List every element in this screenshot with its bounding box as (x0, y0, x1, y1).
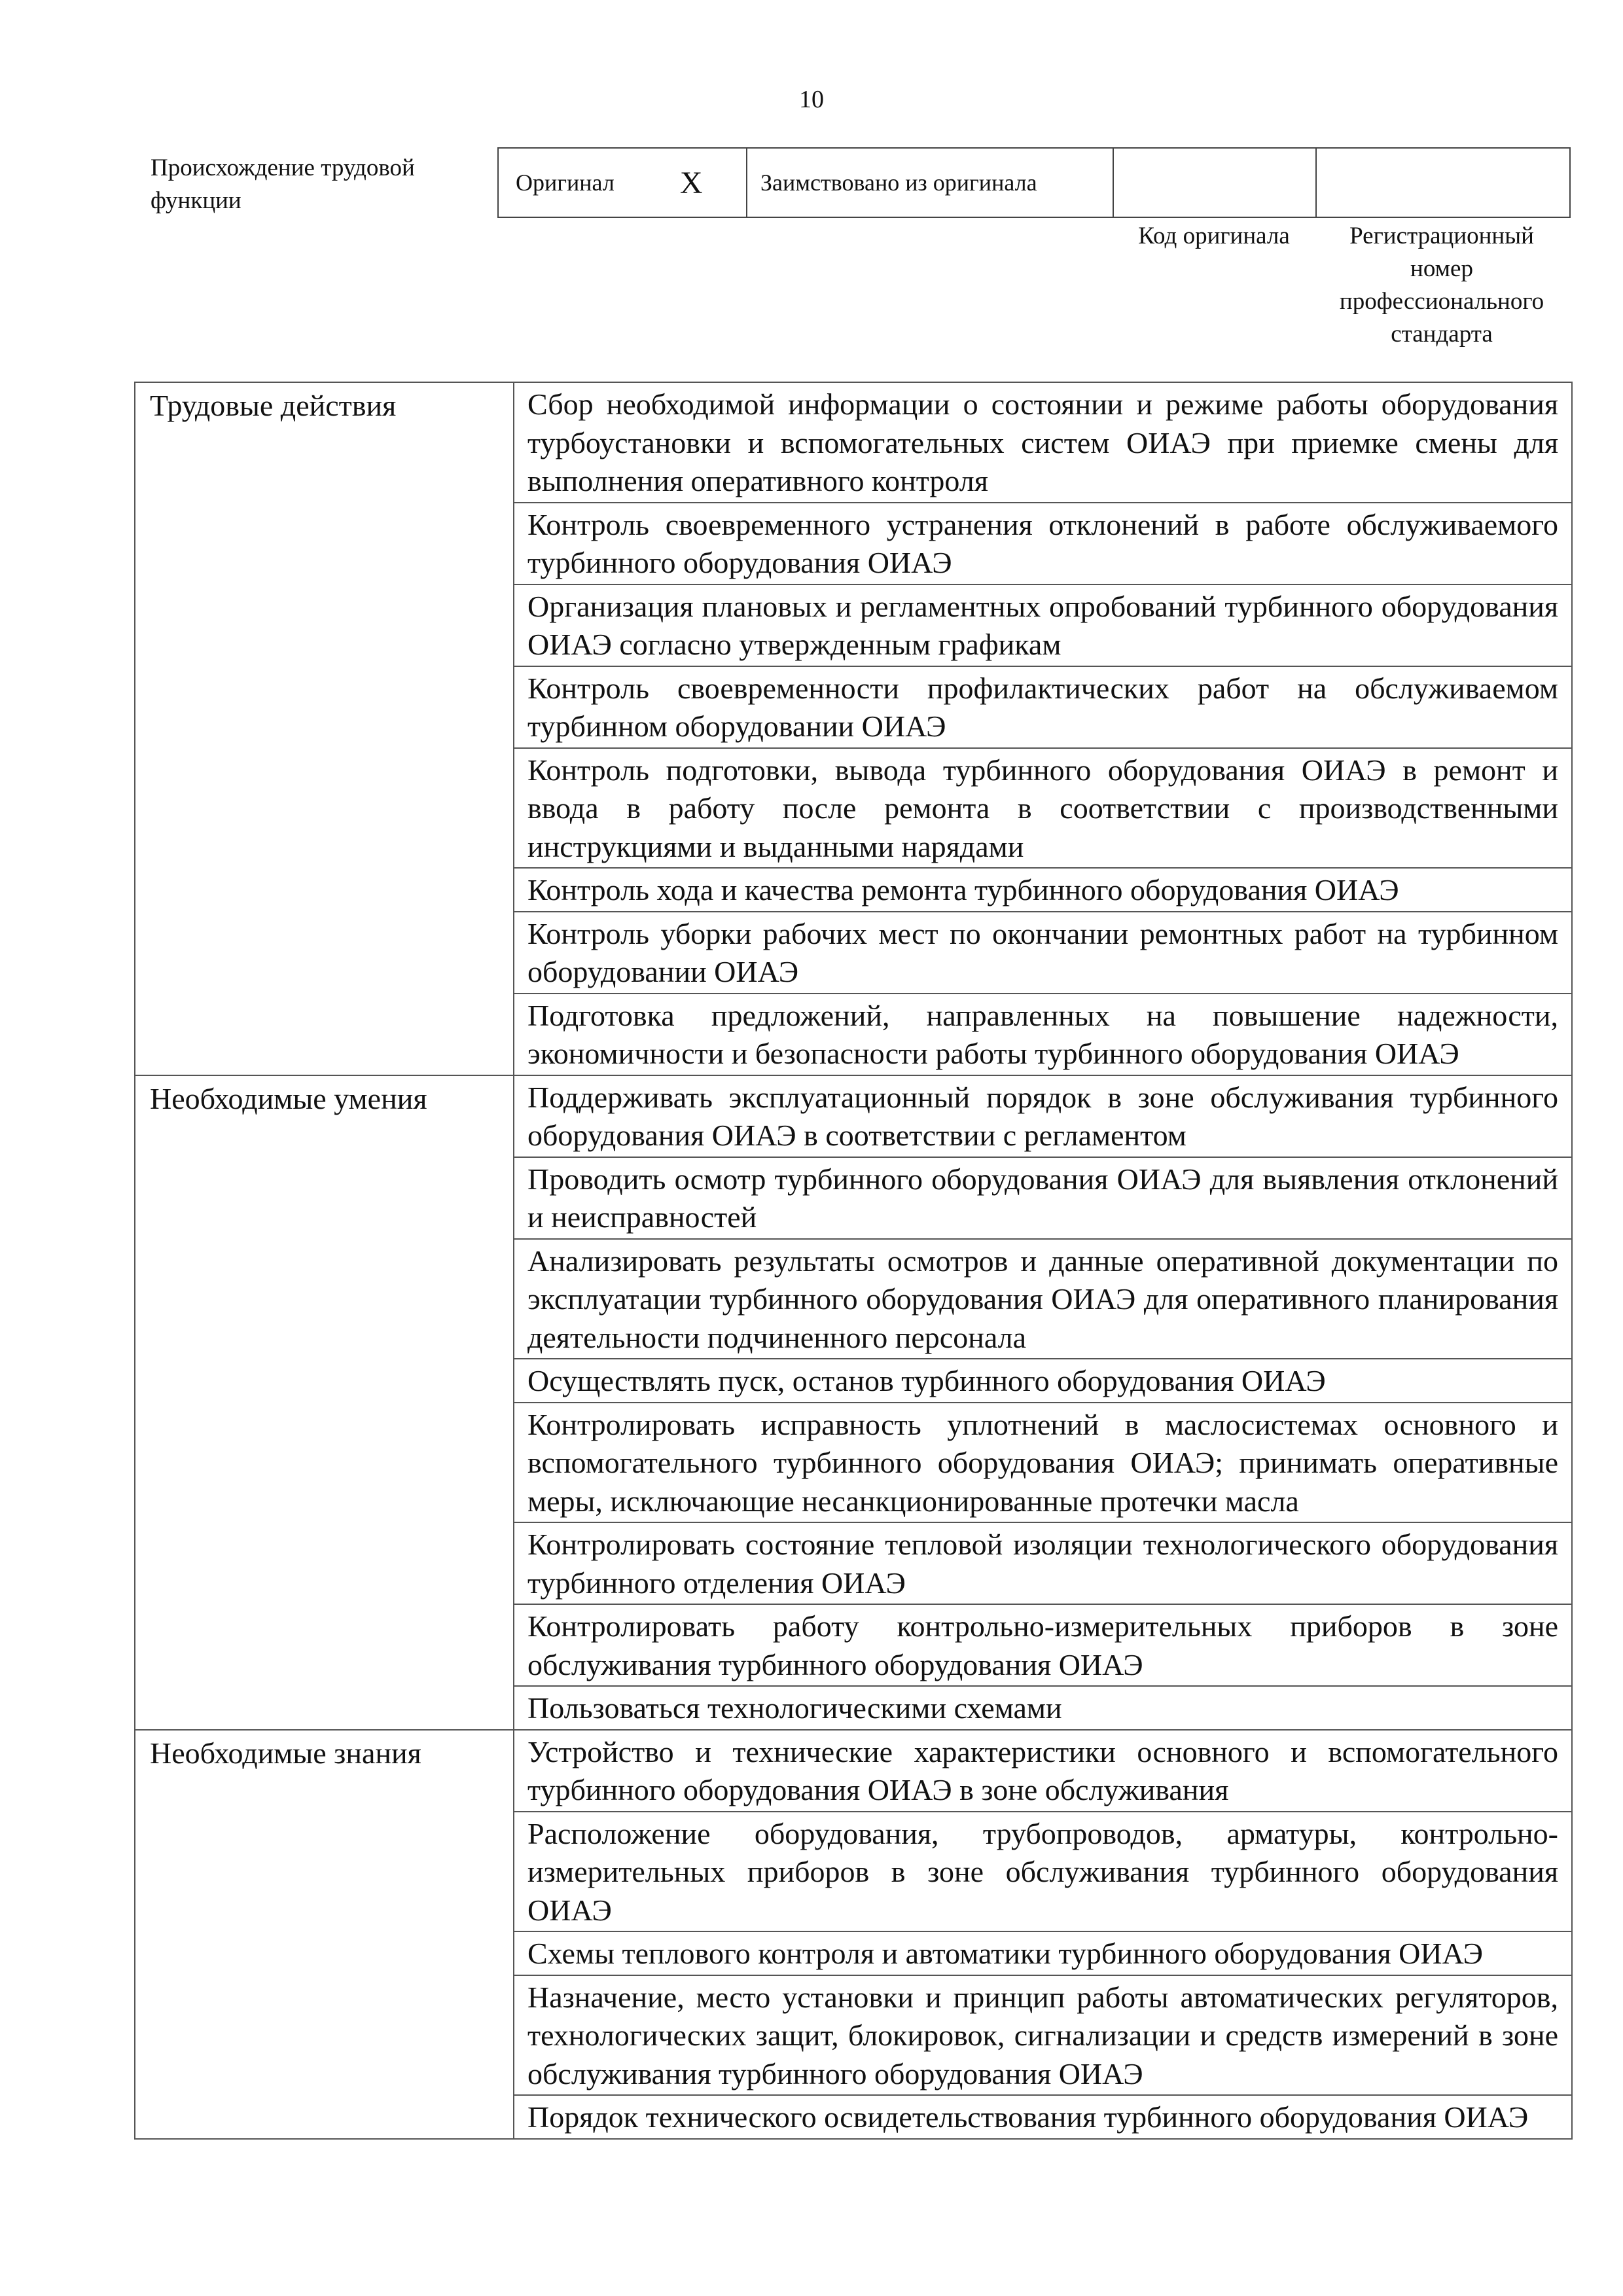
section-item: Контроль хода и качества ремонта турбинного оборудования ОИАЭ (514, 868, 1572, 912)
section-item: Схемы теплового контроля и автоматики турбинного оборудования ОИАЭ (514, 1931, 1572, 1975)
section-item: Контроль своевременности профилактических работ на обслуживаемом турбинном оборудовании ОИАЭ (514, 666, 1572, 748)
section-item: Организация плановых и регламентных опробований турбинного оборудования ОИАЭ согласно утвержденным графикам (514, 584, 1572, 666)
table-row (135, 1730, 1572, 1812)
section-item: Сбор необходимой информации о состоянии и режиме работы оборудования турбоустановки и вспомогательных систем ОИАЭ при приемке смены для выполнения оперативного контроля (514, 382, 1572, 503)
section-item: Контролировать исправность уплотнений в маслосистемах основного и вспомогательного турбинного оборудования ОИАЭ; принимать оперативные меры, исключающие несанкционированные протечки масла (514, 1403, 1572, 1523)
section-item: Контроль своевременного устранения отклонений в работе обслуживаемого турбинного оборудования ОИАЭ (514, 503, 1572, 584)
code-caption: Код оригинала (1138, 223, 1290, 249)
section-item: Подготовка предложений, направленных на повышение надежности, экономичности и безопасности работы турбинного оборудования ОИАЭ (514, 994, 1572, 1075)
section-title: Необходимые знания (135, 1730, 514, 2139)
reg-number-caption: Регистрационный номер профессионального стандарта (1339, 223, 1544, 348)
labor-function-table (134, 382, 1573, 2140)
section-item: Поддерживать эксплуатационный порядок в зоне обслуживания турбинного оборудования ОИАЭ в соответствии с регламентом (514, 1075, 1572, 1157)
original-label: Оригинал (516, 170, 615, 196)
section-item: Устройство и технические характеристики основного и вспомогательного турбинного оборудования ОИАЭ в зоне обслуживания (514, 1730, 1572, 1812)
section-title: Необходимые умения (135, 1075, 514, 1730)
table-row (135, 1075, 1572, 1157)
section-item: Назначение, место установки и принцип работы автоматических регуляторов, технологических защит, блокировок, сигнализации и средств измерений в зоне обслуживания турбинного оборудования ОИАЭ (514, 1975, 1572, 2096)
section-item: Контроль уборки рабочих мест по окончании ремонтных работ на турбинном оборудовании ОИАЭ (514, 912, 1572, 994)
code-cell (1114, 149, 1317, 217)
reg-number-cell (1317, 149, 1569, 217)
borrowed-cell (747, 149, 1114, 217)
section-item: Проводить осмотр турбинного оборудования ОИАЭ для выявления отклонений и неисправностей (514, 1157, 1572, 1239)
borrowed-label: Заимствовано из оригинала (760, 170, 1037, 196)
original-mark: X (679, 165, 703, 200)
section-item: Осуществлять пуск, останов турбинного оборудования ОИАЭ (514, 1359, 1572, 1403)
section-item: Анализировать результаты осмотров и данные оперативной документации по эксплуатации турбинного оборудования ОИАЭ для оперативного планирования деятельности подчиненного персонала (514, 1239, 1572, 1359)
original-cell (499, 149, 747, 217)
section-item: Контролировать состояние тепловой изоляции технологического оборудования турбинного отделения ОИАЭ (514, 1522, 1572, 1604)
section-item: Пользоваться технологическими схемами (514, 1686, 1572, 1730)
section-title: Трудовые действия (135, 382, 514, 1075)
section-item: Контроль подготовки, вывода турбинного оборудования ОИАЭ в ремонт и ввода в работу после ремонта в соответствии с производственными инструкциями и выданными нарядами (514, 748, 1572, 869)
origin-label: Происхождение трудовой функции (151, 154, 415, 214)
table-row (135, 382, 1572, 503)
section-item: Порядок технического освидетельствования турбинного оборудования ОИАЭ (514, 2095, 1572, 2139)
section-item: Расположение оборудования, трубопроводов, арматуры, контрольно-измерительных приборов в зоне обслуживания турбинного оборудования ОИАЭ (514, 1812, 1572, 1932)
page-number: 10 (799, 86, 824, 113)
section-item: Контролировать работу контрольно-измерительных приборов в зоне обслуживания турбинного оборудования ОИАЭ (514, 1604, 1572, 1686)
origin-table (497, 147, 1571, 218)
